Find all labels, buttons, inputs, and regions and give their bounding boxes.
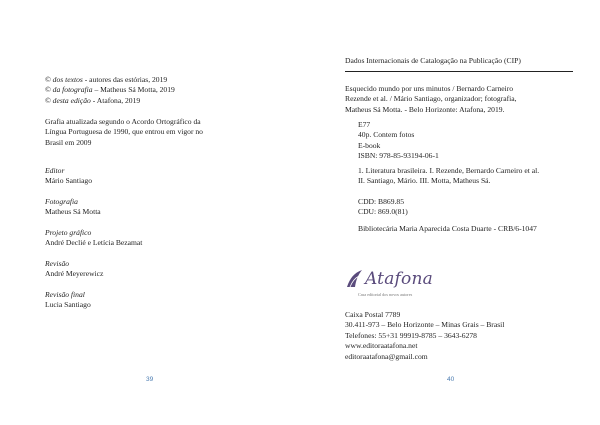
copyright-line: © dos textos - autores das estórias, 2019 <box>45 75 168 84</box>
copyright-line: © desta edição - Atafona, 2019 <box>45 95 141 105</box>
librarian-credit: Bibliotecária Maria Aparecida Costa Duarte - CRB/6-1047 <box>358 224 537 233</box>
page-number-right: 40 <box>447 376 455 383</box>
publisher-logo <box>344 268 454 302</box>
logo-tagline: Casa editorial dos novos autores <box>358 292 413 297</box>
credit-editor: Editor Mário Santiago <box>45 166 93 186</box>
cip-details: E77 40p. Contem fotos E-book ISBN: 978-85-93194-06-1 <box>358 120 439 161</box>
cip-title: Dados Internacionais de Catalogação na Publicação (CIP) <box>345 56 521 65</box>
cip-top-rule <box>345 71 573 72</box>
logo-mark-icon <box>344 268 366 290</box>
page-number-left: 39 <box>146 376 154 383</box>
publisher-address: Caixa Postal 7789 30.411-973 – Belo Horizonte – Minas Grais – Brasil Telefones: 55+31 99919-8785 – 3643-6278 www.editoraatafona.net editoraatafona@gmail.com <box>345 310 505 361</box>
copyright-block <box>45 75 175 106</box>
credit-revision: Revisão André Meyerewicz <box>45 259 104 279</box>
cip-entry: Esquecido mundo por uns minutos / Bernardo Carneiro Rezende et al. / Mário Santiago, organizador; fotografia, Matheus Sá Motta. - Belo Horizonte: Atafona, 2019. <box>345 84 517 114</box>
spelling-note: Grafia atualizada segundo o Acordo Ortográfico da Língua Portuguesa de 1990, que entrou em vigor no Brasil em 2009 <box>45 117 203 147</box>
logo-wordmark: Atafona <box>365 269 433 289</box>
cip-classification: CDD: B869.85 CDU: 869.0(81) <box>358 197 408 217</box>
credit-photography: Fotografia Matheus Sá Motta <box>45 197 101 217</box>
cip-subjects: 1. Literatura brasileira. I. Rezende, Bernardo Carneiro et al. II. Santiago, Mário. III. Motta, Matheus Sá. <box>358 166 540 186</box>
copyright-line: © da fotografia – Matheus Sá Motta, 2019 <box>45 85 175 95</box>
credit-design: Projeto gráfico André Declié e Letícia Bezamat <box>45 228 143 248</box>
right-page <box>300 0 600 425</box>
credit-final-revision: Revisão final Lucia Santiago <box>45 290 91 310</box>
